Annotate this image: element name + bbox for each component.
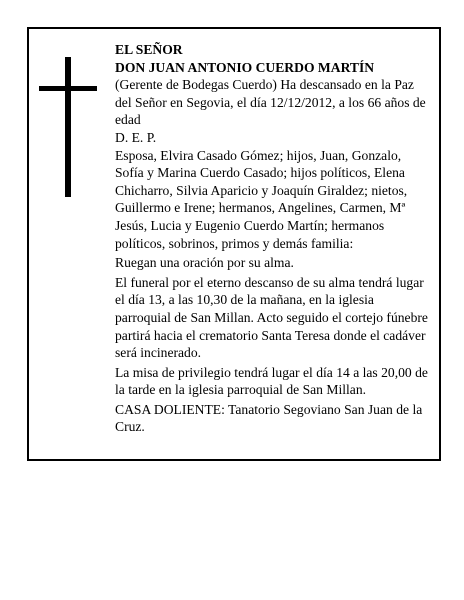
title-line-1: EL SEÑOR: [115, 42, 183, 57]
family-paragraph: Esposa, Elvira Casado Gómez; hijos, Juan, Gonzalo, Sofía y Marina Cuerdo Casado; hijos políticos, Elena Chicharro, Silvia Aparicio y Joaquín Giraldez; nietos, Guillermo e Irene; hermanos, Angelines, Carmen, Mª Jesús, Lucia y Eugenio Cuerdo Martín; hermanos políticos, sobrinos, primos y demás familia:: [115, 147, 408, 251]
cross-horizontal-bar: [39, 86, 97, 91]
cross-icon: [39, 57, 97, 197]
obituary-frame: [27, 27, 441, 461]
dep-line: D. E. P.: [115, 129, 157, 145]
funeral-paragraph: El funeral por el eterno descanso de su alma tendrá lugar el día 13, a las 10,30 de la mañana, en la iglesia parroquial de San Millan. Acto seguido el cortejo fúnebre partirá hacia el crematorio Santa Teresa donde el cadáver será incinerado.: [115, 274, 428, 361]
cross-vertical-bar: [65, 57, 71, 197]
mass-paragraph: La misa de privilegio tendrá lugar el día 14 a las 20,00 de la tarde en la iglesia parroquial de San Millan.: [115, 364, 428, 398]
intro-paragraph: (Gerente de Bodegas Cuerdo) Ha descansado en la Paz del Señor en Segovia, el día 12/12/2012, a los 66 años de edad: [115, 77, 426, 128]
mourning-house-paragraph: CASA DOLIENTE: Tanatorio Segoviano San Juan de la Cruz.: [115, 401, 423, 435]
obituary-text: [115, 41, 433, 436]
prayer-line: Ruegan una oración por su alma.: [115, 255, 294, 271]
deceased-name: DON JUAN ANTONIO CUERDO MARTÍN: [115, 59, 375, 75]
